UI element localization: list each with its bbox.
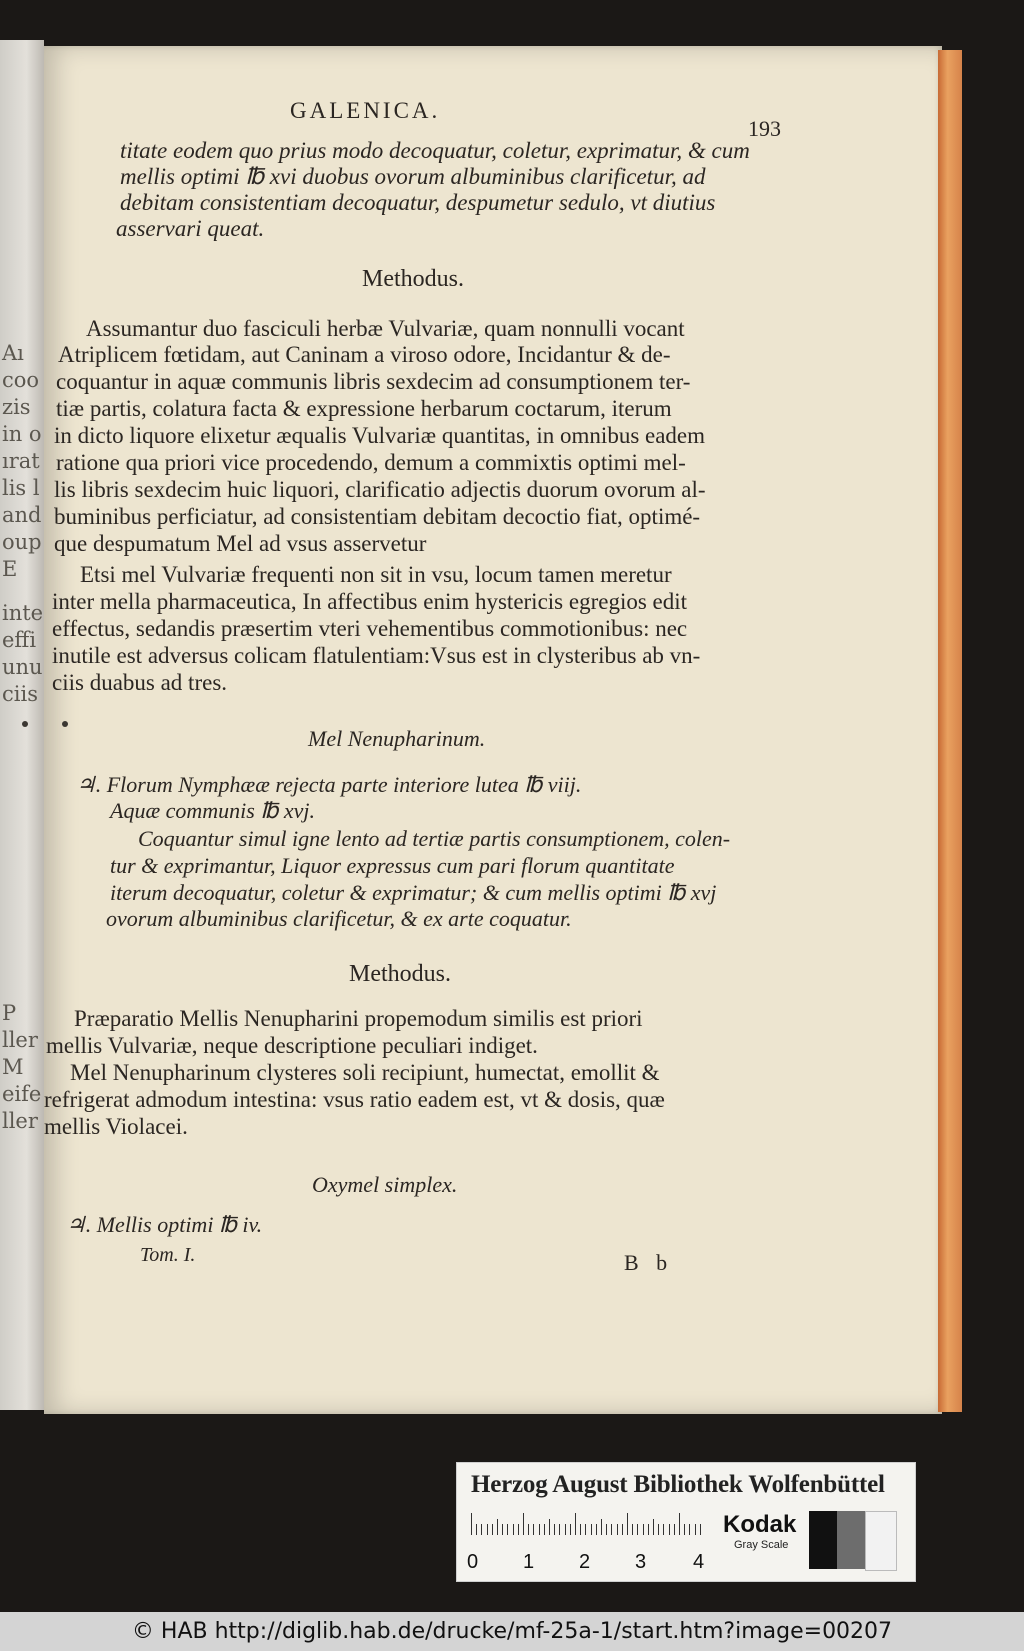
top-line-1: titate eodem quo prius modo decoquatur, coletur, exprimatur, & cum (120, 138, 750, 163)
para1-line-8: buminibus perficiatur, ad consistentiam debitam decoctio fiat, optimé- (54, 504, 701, 529)
ghost-text: E (2, 557, 18, 581)
para1-line-4: tiæ partis, colatura facta & expressione herbarum coctarum, iterum (56, 396, 672, 421)
ruler-tick (658, 1524, 659, 1535)
scale-number: 3 (635, 1551, 647, 1573)
ruler-tick (653, 1519, 654, 1535)
ghost-text: effi (2, 628, 37, 652)
para3-line-5: mellis Violacei. (44, 1114, 188, 1139)
para2-line-3: effectus, sedandis præsertim vteri vehementibus commotionibus: nec (52, 616, 688, 641)
top-line-4: asservari queat. (116, 216, 265, 241)
para3-line-4: refrigerat admodum intestina: vsus ratio eadem est, vt & dosis, quæ (44, 1087, 665, 1112)
ghost-text: ırat (2, 449, 40, 473)
ruler-tick (674, 1524, 675, 1535)
ghost-text: unu (2, 655, 43, 679)
swatch-white (865, 1511, 897, 1571)
para2-line-2: inter mella pharmaceutica, In affectibus enim hystericis egregios edit (52, 589, 688, 614)
color-reference-bar (456, 1462, 916, 1582)
para1-line-9: que despumatum Mel ad vsus asservetur (54, 531, 427, 556)
recipe1-line-3: Coquantur simul igne lento ad tertiæ partis consumptionem, colen- (138, 826, 731, 851)
ghost-text: P (2, 1001, 17, 1025)
ruler-tick (523, 1513, 524, 1535)
scale-ruler (471, 1513, 703, 1547)
gray-scale-label: Gray Scale (734, 1539, 789, 1551)
ruler-tick (591, 1524, 592, 1535)
heading-methodus-2: Methodus. (349, 961, 451, 987)
ruler-tick (481, 1524, 482, 1535)
recipe1-line-6: ovorum albuminibus clarificetur, & ex arte coquatur. (106, 906, 572, 931)
ruler-tick (601, 1519, 602, 1535)
ruler-tick (695, 1524, 696, 1535)
ghost-text: ller (2, 1028, 38, 1052)
ruler-tick (643, 1524, 644, 1535)
top-line-3: debitam consistentiam decoquatur, despumetur sedulo, vt diutius (120, 190, 716, 215)
heading-mel-nenupharinum: Mel Nenupharinum. (308, 726, 486, 751)
ruler-tick (513, 1524, 514, 1535)
heading-methodus-1: Methodus. (362, 266, 464, 292)
ruler-tick (539, 1524, 540, 1535)
ghost-text: zis (2, 395, 31, 419)
ghost-text: M (2, 1055, 24, 1079)
ghost-text: and (2, 503, 42, 527)
ruler-tick (663, 1524, 664, 1535)
ruler-tick (611, 1524, 612, 1535)
scale-number: 0 (467, 1551, 479, 1573)
para2-line-1: Etsi mel Vulvariæ frequenti non sit in vsu, locum tamen meretur (80, 562, 672, 587)
ruler-tick (487, 1524, 488, 1535)
signature-bb: B b (624, 1250, 674, 1275)
recipe1-line-2: Aquæ communis ℔ xvj. (110, 798, 315, 823)
ghost-text: Aı (2, 341, 24, 365)
page-number: 193 (748, 116, 781, 141)
ghost-text: oup (2, 530, 42, 554)
ruler-tick (476, 1524, 477, 1535)
para1-line-7: lis libris sexdecim huic liquori, clarificatio adjectis duorum ovorum al- (54, 477, 706, 502)
recipe1-line-4: tur & exprimantur, Liquor expressus cum pari florum quantitate (110, 853, 675, 878)
ghost-text: inte (2, 601, 44, 625)
ruler-tick (544, 1524, 545, 1535)
para3-line-1: Præparatio Mellis Nenupharini propemodum similis est priori (74, 1006, 643, 1031)
ruler-tick (549, 1519, 550, 1535)
ruler-tick (554, 1524, 555, 1535)
ruler-tick (617, 1524, 618, 1535)
scale-number: 4 (693, 1551, 705, 1573)
ruler-tick (632, 1524, 633, 1535)
copyright-footer: © HAB http://diglib.hab.de/drucke/mf-25a-1/start.htm?image=00207 (0, 1612, 1024, 1651)
page-fore-edge (938, 50, 962, 1412)
book-page (44, 46, 942, 1414)
para1-line-2: Atriplicem fœtidam, aut Caninam a viroso odore, Incidantur & de- (58, 342, 671, 367)
ruler-tick (565, 1524, 566, 1535)
ruler-tick (669, 1524, 670, 1535)
running-head: GALENICA. (290, 98, 441, 123)
ruler-tick (689, 1524, 690, 1535)
ruler-tick (637, 1524, 638, 1535)
para3-line-3: Mel Nenupharinum clysteres soli recipiunt, humectat, emollit & (70, 1060, 660, 1085)
ghost-text: lis l (2, 476, 40, 500)
para2-line-5: ciis duabus ad tres. (52, 670, 228, 695)
ruler-tick (492, 1524, 493, 1535)
ghost-text: eife (2, 1082, 42, 1106)
para2-line-4: inutile est adversus colicam flatulentiam:Vsus est in clysteribus ab vn- (52, 643, 701, 668)
ruler-tick (580, 1524, 581, 1535)
ruler-tick (502, 1524, 503, 1535)
recipe2-line: ♃. Mellis optimi ℔ iv. (66, 1212, 263, 1237)
scale-number: 1 (523, 1551, 535, 1573)
swatch-gray (837, 1511, 865, 1569)
ruler-tick (606, 1524, 607, 1535)
ghost-text: coo (2, 368, 40, 392)
ruler-tick (684, 1524, 685, 1535)
ghost-text: in o (2, 422, 42, 446)
ruler-tick (497, 1519, 498, 1535)
ruler-tick (570, 1524, 571, 1535)
ruler-tick (622, 1524, 623, 1535)
para1-line-3: coquantur in aquæ communis libris sexdecim ad consumptionem ter- (56, 369, 691, 394)
ghost-text: ller (2, 1109, 38, 1133)
ruler-tick (700, 1524, 701, 1535)
ruler-tick (648, 1524, 649, 1535)
swatch-black (809, 1511, 837, 1569)
para1-line-5: in dicto liquore elixetur æqualis Vulvariæ quantitas, in omnibus eadem (54, 423, 706, 448)
ruler-tick (627, 1513, 628, 1535)
ruler-tick (559, 1524, 560, 1535)
ruler-tick (679, 1513, 680, 1535)
top-line-2: mellis optimi ℔ xvi duobus ovorum albuminibus clarificetur, ad (120, 164, 706, 189)
ruler-tick (596, 1524, 597, 1535)
ruler-tick (585, 1524, 586, 1535)
ghost-text: ciis (2, 682, 38, 706)
para1-line-1: Assumantur duo fasciculi herbæ Vulvariæ, quam nonnulli vocant (86, 316, 685, 341)
para3-line-2: mellis Vulvariæ, neque descriptione peculiari indiget. (46, 1033, 538, 1058)
ruler-tick (533, 1524, 534, 1535)
recipe1-line-5: iterum decoquatur, coletur & exprimatur; & cum mellis optimi ℔ xvj (110, 880, 717, 905)
ruler-tick (528, 1524, 529, 1535)
scale-number: 2 (579, 1551, 591, 1573)
heading-oxymel-simplex: Oxymel simplex. (312, 1172, 458, 1197)
signature-tom: Tom. I. (140, 1244, 196, 1266)
ruler-tick (507, 1524, 508, 1535)
para1-line-6: ratione qua priori vice procedendo, demum a commixtis optimi mel- (56, 450, 686, 475)
kodak-logo: Kodak (723, 1511, 797, 1538)
ruler-tick (575, 1513, 576, 1535)
institution-name: Herzog August Bibliothek Wolfenbüttel (471, 1471, 885, 1498)
ruler-tick (518, 1524, 519, 1535)
ruler-tick (471, 1513, 472, 1535)
recipe1-line-1: ♃. Florum Nymphææ rejecta parte interiore lutea ℔ viij. (76, 772, 582, 797)
